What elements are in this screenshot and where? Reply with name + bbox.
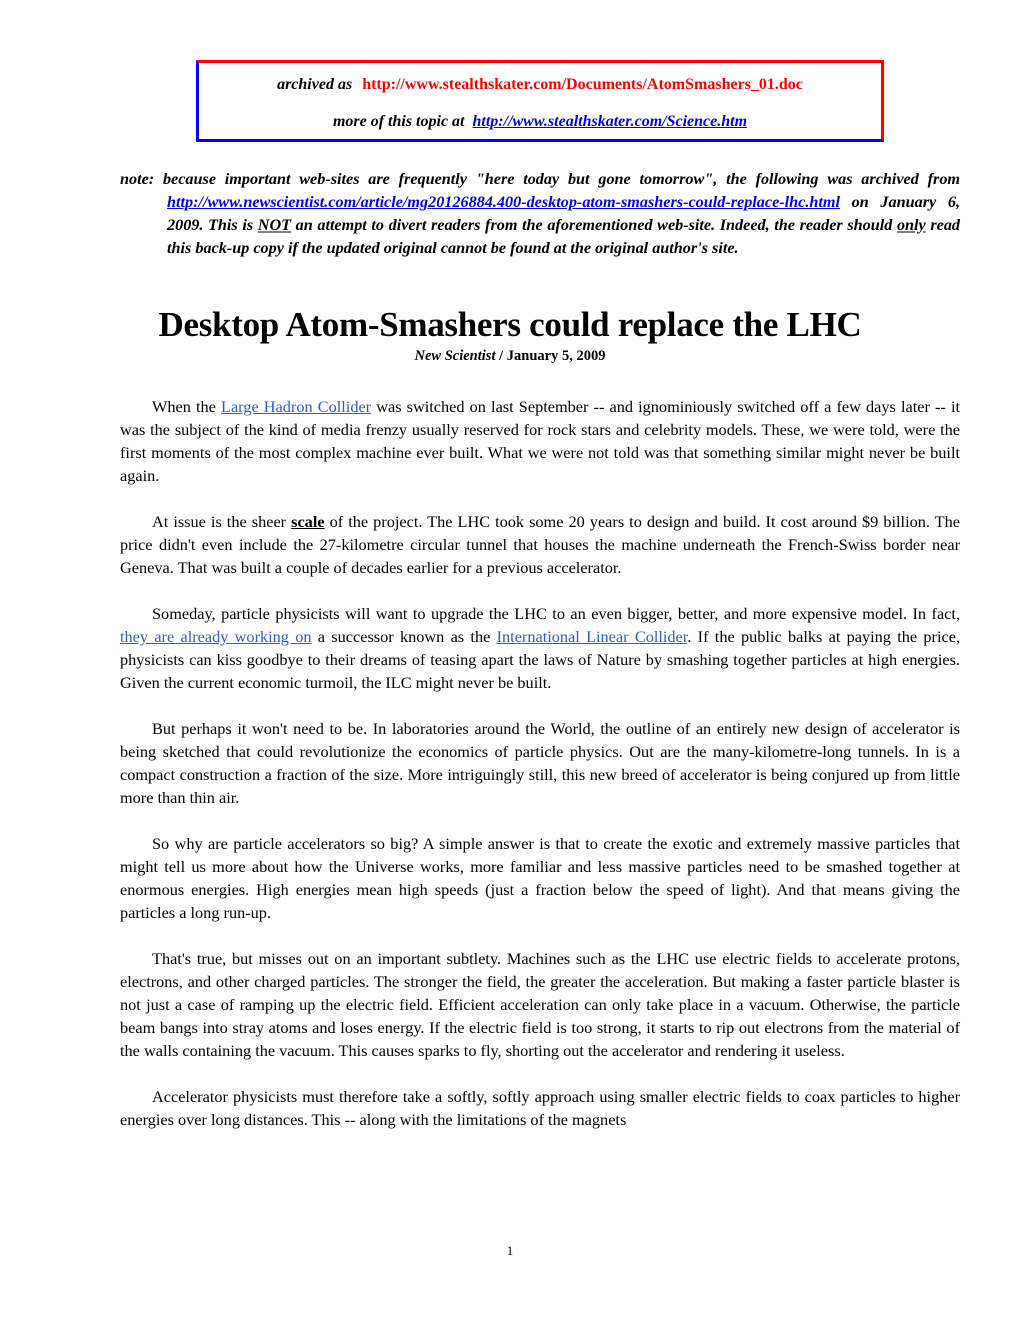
note-middle-text: an attempt to divert readers from the aforementioned web-site. Indeed, the reader should — [291, 216, 897, 234]
paragraph-4: But perhaps it won't need to be. In laboratories around the World, the outline of an entirely new design of accelerator is being sketched that could revolutionize the economics of particle physics. Out are the many-kilometre-long tunnels. In is a compact construction a fraction of the size. More intriguingly still, this new breed of accelerator is being conjured up from little more than thin air. — [120, 719, 960, 807]
page-number: 1 — [506, 1243, 514, 1258]
note-prefix: note: because important web-sites are frequently "here today but gone tomorrow", the following was archived from — [120, 170, 960, 188]
paragraph-3 — [120, 602, 960, 694]
paragraph-1 — [120, 395, 960, 487]
more-topic-label: more of this topic at — [332, 113, 465, 130]
article-title: Desktop Atom-Smashers could replace the LHC — [158, 305, 862, 344]
p2-text-end: of the project. The LHC took some 20 years to design and build. It cost around $9 billion. The price didn't even include the 27-kilometre circular tunnel that houses the machine underneath the French-Swiss border near Geneva. That was built a couple of decades earlier for a previous accelerator. — [120, 512, 960, 577]
science-topic-link[interactable]: http://www.stealthskater.com/Science.htm — [472, 113, 748, 130]
international-linear-collider-link[interactable]: International Linear Collider — [496, 627, 688, 646]
p3-text-end: . If the public balks at paying the price, physicists can kiss goodbye to their dreams of teasing apart the laws of Nature by smashing together particles at high energies. Given the current economic turmoil, the ILC might never be built. — [120, 627, 961, 692]
byline-separator: / — [495, 348, 507, 364]
paragraph-2 — [120, 510, 960, 579]
paragraph-7: Accelerator physicists must therefore take a softly, softly approach using smaller electric fields to coax particles to higher energies over long distances. This -- along with the limitations of the magnets — [120, 1087, 960, 1129]
publication-name: New Scientist — [414, 348, 496, 364]
note-date-text: on January 6, 2009. This is — [167, 193, 960, 234]
not-emphasis: NOT — [257, 216, 292, 234]
more-topic-line — [199, 113, 881, 131]
publication-date: January 5, 2009 — [506, 348, 606, 364]
paragraph-6: That's true, but misses out on an important subtlety. Machines such as the LHC use electric fields to accelerate protons, electrons, and other charged particles. The stronger the field, the greater the acceleration. But making a faster particle blaster is not just a case of ramping up the electric field. Efficient acceleration can only take place in a vacuum. Otherwise, the particle beam bangs into stray atoms and loses energy. If the electric field is too strong, it starts to rip out electrons from the material of the walls containing the vacuum. This causes sparks to fly, shorting out the accelerator and rendering it useless. — [120, 949, 960, 1060]
only-emphasis: only — [896, 216, 926, 234]
source-article-link[interactable]: http://www.newscientist.com/article/mg20126884.400-desktop-atom-smashers-could-replace-lhc.html — [167, 193, 840, 211]
p3-text-middle: a successor known as the — [311, 627, 497, 646]
article-body — [120, 395, 960, 1154]
p2-text-start: At issue is the sheer — [152, 512, 292, 531]
archived-as-label: archived as — [277, 76, 353, 93]
archive-note — [120, 168, 960, 260]
scale-emphasis: scale — [291, 512, 325, 531]
archived-url: http://www.stealthskater.com/Documents/AtomSmashers_01.doc — [362, 76, 803, 93]
p1-text-end: was switched on last September -- and ignominiously switched off a few days later -- it was the subject of the kind of media frenzy usually reserved for rock stars and celebrity models. These, we were told, were the first moments of the most complex machine ever built. What we were not told was that something similar might never be built again. — [120, 397, 961, 485]
already-working-on-link[interactable]: they are already working on — [120, 627, 312, 646]
large-hadron-collider-link[interactable]: Large Hadron Collider — [221, 397, 372, 416]
article-byline — [0, 348, 1020, 365]
archived-as-line — [199, 76, 881, 94]
p3-text-start: Someday, particle physicists will want to upgrade the LHC to an even bigger, better, and more expensive model. In fact, — [152, 604, 960, 623]
paragraph-5: So why are particle accelerators so big? A simple answer is that to create the exotic and extremely massive particles that might tell us more about how the Universe works, more familiar and less massive particles need to be smashed together at enormous energies. High energies mean high speeds (just a fraction below the speed of light). And that means giving the particles a long run-up. — [120, 834, 960, 922]
p1-text-start: When the — [152, 397, 222, 416]
archive-notice-box — [196, 60, 884, 142]
note-end-text: read this back-up copy if the updated original cannot be found at the original author's site. — [167, 216, 961, 257]
